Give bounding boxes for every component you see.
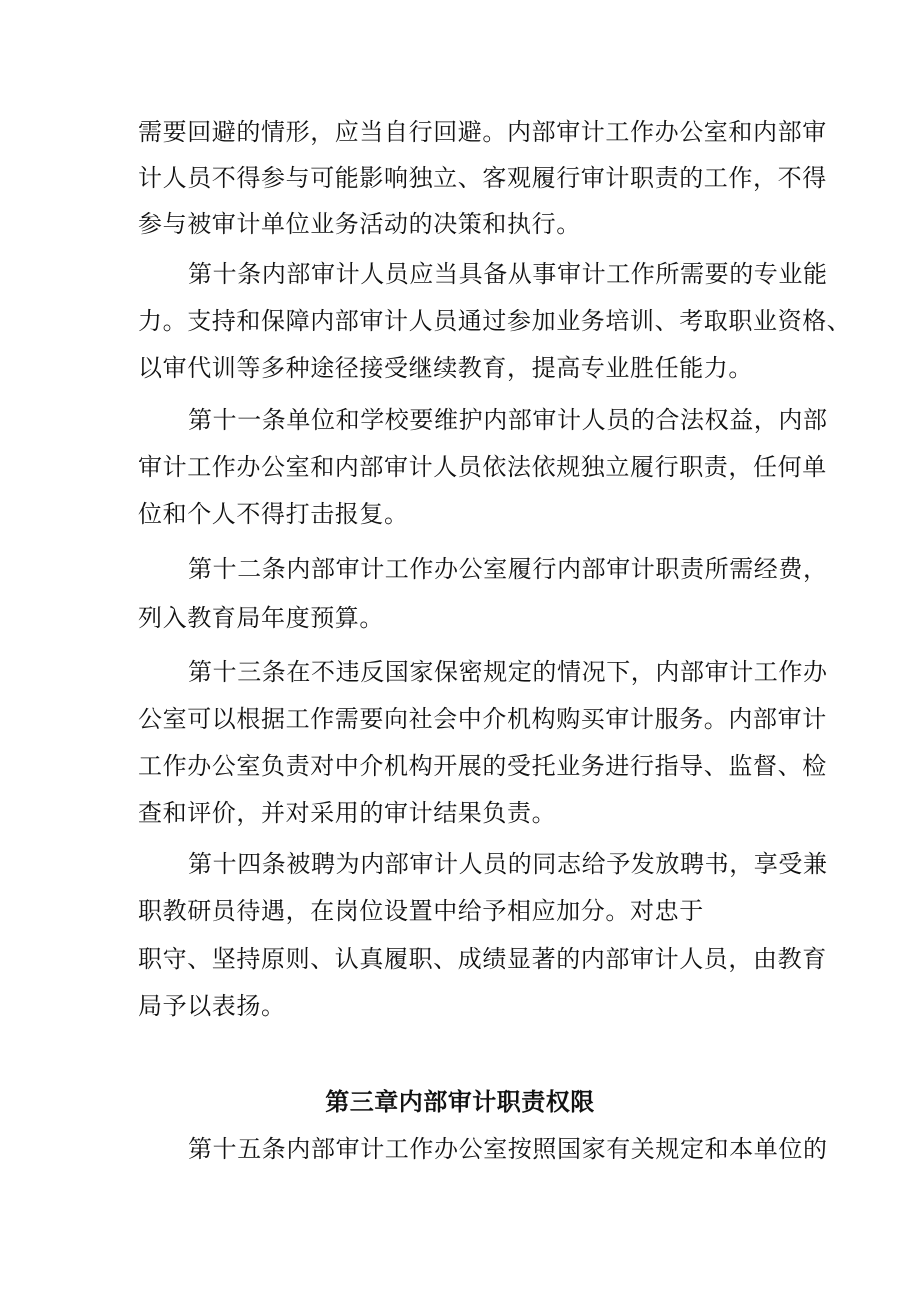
paragraph-1-line-3: 参与被审计单位业务活动的决策和执行。 [138,210,581,238]
paragraph-5-line-1: 第十三条在不违反国家保密规定的情况下，内部审计工作办 [188,658,828,686]
paragraph-3-line-2: 审计工作办公室和内部审计人员依法依规独立履行职责，任何单 [138,453,827,481]
paragraph-1-line-1: 需要回避的情形，应当自行回避。内部审计工作办公室和内部审 [138,118,827,146]
paragraph-4-line-1: 第十二条内部审计工作办公室履行内部审计职责所需经费， [188,555,828,583]
paragraph-3-line-3: 位和个人不得打击报复。 [138,500,409,528]
paragraph-1-line-2: 计人员不得参与可能影响独立、客观履行审计职责的工作，不得 [138,164,827,192]
paragraph-6-line-3: 职守、坚持原则、认真履职、成绩显著的内部审计人员，由教育 [138,945,827,973]
paragraph-5-line-4: 查和评价，并对采用的审计结果负责。 [138,799,557,827]
paragraph-2-line-2: 力。支持和保障内部审计人员通过参加业务培训、考取职业资格、 [138,307,852,335]
paragraph-2-line-3: 以审代训等多种途径接受继续教育，提高专业胜任能力。 [138,354,753,382]
paragraph-6-line-2: 职教研员待遇，在岗位设置中给予相应加分。对忠于 [138,897,704,925]
paragraph-5-line-2: 公室可以根据工作需要向社会中介机构购买审计服务。内部审计 [138,705,827,733]
paragraph-5-line-3: 工作办公室负责对中介机构开展的受托业务进行指导、监督、检 [138,752,827,780]
paragraph-4-line-2: 列入教育局年度预算。 [138,604,384,632]
paragraph-6-line-1: 第十四条被聘为内部审计人员的同志给予发放聘书，享受兼 [188,850,828,878]
paragraph-6-line-4: 局予以表扬。 [138,992,286,1020]
paragraph-2-line-1: 第十条内部审计人员应当具备从事审计工作所需要的专业能 [188,260,828,288]
paragraph-3-line-1: 第十一条单位和学校要维护内部审计人员的合法权益，内部 [188,406,828,434]
chapter-heading: 第三章内部审计职责权限 [325,1088,595,1116]
paragraph-7-line-1: 第十五条内部审计工作办公室按照国家有关规定和本单位的 [188,1135,828,1163]
